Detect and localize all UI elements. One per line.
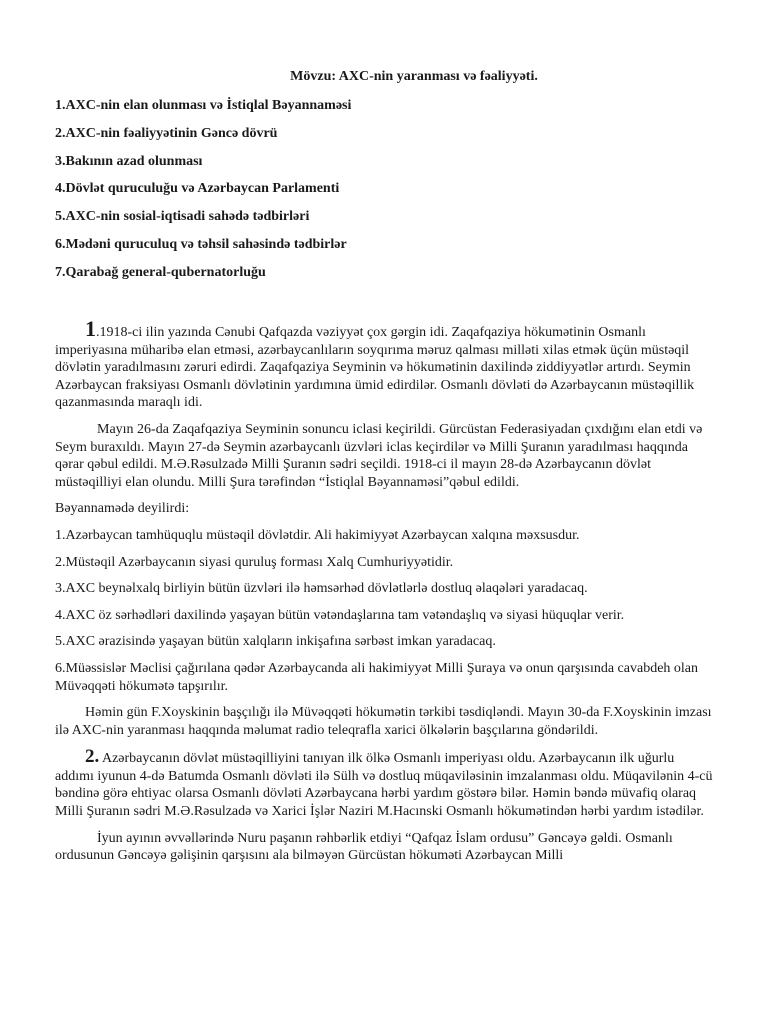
document-title: Mövzu: AXC-nin yaranması və fəaliyyəti.: [290, 69, 538, 84]
declaration-item: 2.Müstəqil Azərbaycanın siyasi quruluş forması Xalq Cumhuriyyətidir.: [55, 554, 454, 570]
topic-item: 4.Dövlət quruculuğu və Azərbaycan Parlamenti: [55, 181, 340, 197]
section1-text: .1918-ci ilin yazında Cənubi Qafqazda vəziyyət çox gərgin idi. Zaqafqaziya hökumətinin Osmanlı imperiyasına müharibə elan etməsi, azərbaycanlıların soyqırıma məruz qalması milləti xilas etmək üçün müstəqil dövlətin yaradılmasını zəruri edirdi. Zaqafqaziya Seyminin və hökumətinin daxilində ziddiyyətlər artırdı. Seymin Azərbaycan fraksiyası Osmanlı dövlətinin yardımına ümid edirdilər. Osmanlı dövləti də Azərbaycanın müstəqillik qazanmasında maraqlı idi.: [55, 325, 695, 411]
section2-text: Azərbaycanın dövlət müstəqilliyini tanıyan ilk ölkə Osmanlı imperiyası oldu. Azərbaycanın ilk uğurlu addımı iyunun 4-də Batumda Osmanlı dövləti ilə Sülh və dostluq müqaviləsinin imzalanması oldu. Müqavilənin 4-cü bəndinə görə ehtiyac olarsa Osmanlı dövləti Azərbaycana hərbi yardım göstərə bilər. Həmin bəndə müvafiq olaraq Milli Şuranın sədri M.Ə.Rəsulzadə və Xarici İşlər Naziri M.Hacınski Osmanlı hökumətindən hərbi yardım istədilər.: [55, 751, 713, 820]
topic-item: 2.AXC-nin fəaliyyətinin Gəncə dövrü: [55, 125, 278, 141]
paragraph: Həmin gün F.Xoyskinin başçılığı ilə Müvəqqəti hökumətin tərkibi təsdiqləndi. Mayın 30-da F.Xoyskinin imzası ilə AXC-nin yaranması haqqında məlumat radio teleqrafla xarici ölkələrin başçılarına göndərildi.: [55, 705, 712, 738]
declaration-item: 6.Müəssislər Məclisi çağırılana qədər Azərbaycanda ali hakimiyyət Milli Şuraya və onun qarşısında cavabdeh olan Müvəqqəti hökumətə tapşırılır.: [55, 660, 699, 694]
declaration-item: 1.Azərbaycan tamhüquqlu müstəqil dövlətdir. Ali hakimiyyət Azərbaycan xalqına məxsusdur.: [55, 527, 580, 543]
section1-paragraph: [55, 316, 715, 412]
topic-list: [55, 97, 351, 292]
declaration-item: 4.AXC öz sərhədləri daxilində yaşayan bütün vətəndaşlarına tam vətəndaşlıq və siyasi hüquqlar verir.: [55, 607, 625, 623]
document-body: [55, 316, 715, 874]
declaration-item: 3.AXC beynəlxalq birliyin bütün üzvləri ilə həmsərhəd dövlətlərlə dostluq əlaqələri yaradacaq.: [55, 581, 588, 597]
paragraph: İyun ayının əvvəllərində Nuru paşanın rəhbərlik etdiyi “Qafqaz İslam ordusu” Gəncəyə gəldi. Osmanlı ordusunun Gəncəyə gəlişinin qarşısını ala bilməyən Gürcüstan hökuməti Azərbaycan Milli: [55, 830, 673, 864]
declaration-item: 5.AXC ərazisində yaşayan bütün xalqların inkişafına sərbəst imkan yaradacaq.: [55, 634, 496, 650]
topic-item: 5.AXC-nin sosial-iqtisadi sahədə tədbirləri: [55, 209, 310, 225]
topic-item: 6.Mədəni quruculuq və təhsil sahəsində tədbirlər: [55, 236, 347, 252]
section1-number: 1: [85, 316, 96, 341]
topic-item: 1.AXC-nin elan olunması və İstiqlal Bəyannaməsi: [55, 98, 352, 113]
section2-paragraph: [55, 748, 715, 820]
section2-number: 2.: [85, 746, 100, 768]
topic-item: 7.Qarabağ general-qubernatorluğu: [55, 264, 266, 280]
topic-item: 3.Bakının azad olunması: [55, 153, 203, 169]
paragraph: Bəyannamədə deyilirdi:: [55, 501, 190, 517]
paragraph: Mayın 26-da Zaqafqaziya Seyminin sonuncu iclasi keçirildi. Gürcüstan Federasiyadan çıxdığını elan etdi və Seym buraxıldı. Mayın 27-də Seymin azərbaycanlı üzvləri iclas keçirdilər və Milli Şuranın yaradılması haqqında qərar qəbul edildi. M.Ə.Rəsulzadə Milli Şuranın sədri seçildi. 1918-ci il mayın 28-də Azərbaycanın dövlət müstəqilliyi elan olundu. Milli Şura tərəfindən “İstiqlal Bəyannaməsi”qəbul edildi.: [55, 421, 703, 490]
